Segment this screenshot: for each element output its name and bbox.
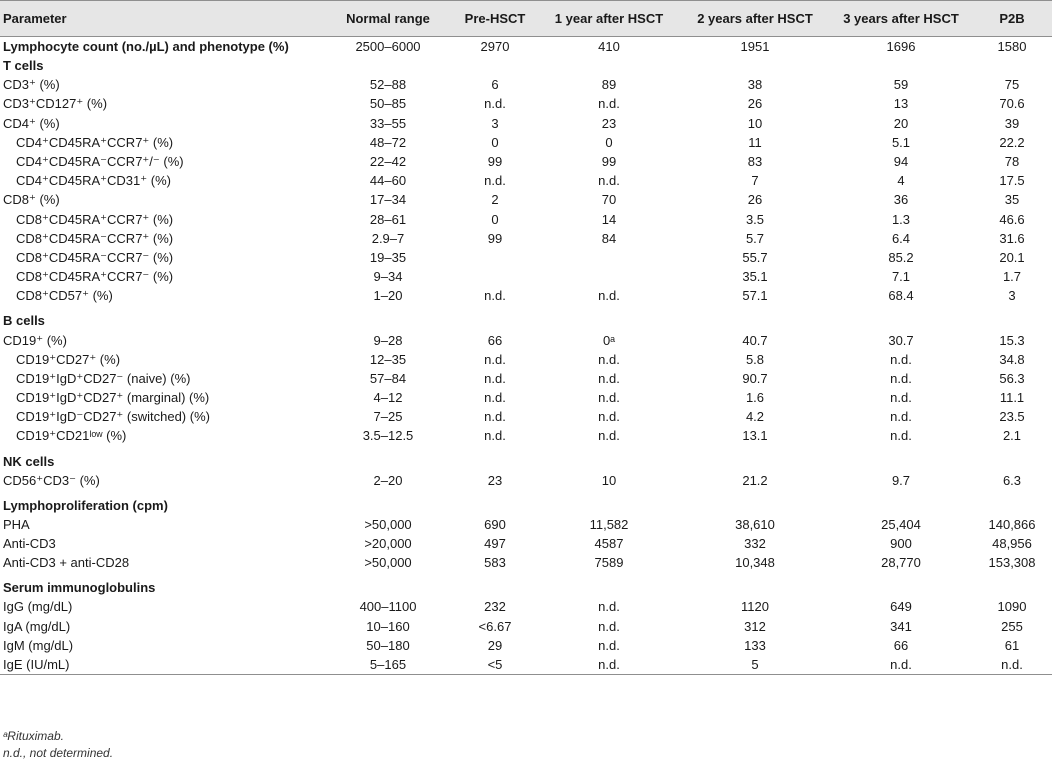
cell-p2b: 1.7 <box>1002 269 1022 285</box>
cell-2-years: 57.1 <box>742 288 768 304</box>
cell-normal-range: 44–60 <box>369 173 407 189</box>
cell-p2b: 39 <box>1004 115 1020 131</box>
cell-2-years: 10,348 <box>735 555 775 571</box>
cell-normal-range: 400–1100 <box>359 599 417 615</box>
section-heading-row <box>0 305 1052 330</box>
cell-1-year: 99 <box>601 154 617 170</box>
cell-p2b: 15.3 <box>999 332 1025 348</box>
table-row <box>0 369 1052 388</box>
header-parameter: Parameter <box>0 1 324 37</box>
cell-2-years: 5 <box>680 655 830 675</box>
cell-p2b: 48,956 <box>992 536 1032 552</box>
cell-pre-hsct: <6.67 <box>478 618 512 634</box>
table-row <box>0 515 1052 534</box>
cell-3-years: 6.4 <box>891 230 911 246</box>
cell-p2b: 1580 <box>997 39 1027 54</box>
cell-2-years: 3.5 <box>745 211 765 227</box>
cell-2-years: 26 <box>747 96 763 112</box>
cell-parameter: CD19⁺CD27⁺ (%) <box>16 351 121 367</box>
cell-1-year: n.d. <box>598 370 620 386</box>
header-1-year: 1 year after HSCT <box>538 1 680 37</box>
cell-pre-hsct: 6 <box>491 77 499 93</box>
table-row <box>0 597 1052 616</box>
cell-p2b: 61 <box>1004 637 1020 653</box>
cell-1-year: n.d. <box>598 96 620 112</box>
cell-pre-hsct: 2970 <box>480 39 510 54</box>
cell-pre-hsct: 66 <box>487 332 503 348</box>
cell-parameter: CD4⁺CD45RA⁻CCR7⁺/⁻ (%) <box>16 154 184 170</box>
cell-normal-range: 12–35 <box>369 351 407 367</box>
cell-parameter: CD4⁺ (%) <box>3 115 60 131</box>
cell-p2b: 31.6 <box>999 230 1025 246</box>
cell-1-year: 7589 <box>594 555 624 571</box>
cell-parameter: CD56⁺CD3⁻ (%) <box>3 472 100 488</box>
table-header-row <box>0 1 1052 37</box>
cell-2-years: 40.7 <box>742 332 768 348</box>
cell-pre-hsct: 232 <box>484 599 506 615</box>
cell-parameter: CD8⁺CD45RA⁺CCR7⁻ (%) <box>16 269 174 285</box>
cell-3-years: 25,404 <box>881 516 921 532</box>
footnote-rituximab: ᵃRituximab. <box>3 729 64 743</box>
table-row <box>0 171 1052 190</box>
table-row <box>0 286 1052 305</box>
cell-pre-hsct: 99 <box>487 230 503 246</box>
cell-parameter: IgM (mg/dL) <box>3 637 74 653</box>
cell-normal-range: 57–84 <box>369 370 407 386</box>
cell-1-year: n.d. <box>538 655 680 675</box>
cell-3-years: 20 <box>893 115 909 131</box>
section-heading-row <box>0 446 1052 471</box>
table-row <box>0 75 1052 94</box>
cell-2-years: 5.7 <box>745 230 765 246</box>
cell-1-year: 410 <box>598 39 620 54</box>
cell-p2b: 3 <box>1008 288 1016 304</box>
cell-normal-range: 3.5–12.5 <box>362 428 414 444</box>
cell-pre-hsct: 690 <box>484 516 506 532</box>
cell-1-year: n.d. <box>598 428 620 444</box>
cell-parameter: Anti-CD3 <box>3 536 56 552</box>
cell-parameter: CD19⁺ (%) <box>3 332 67 348</box>
cell-3-years: n.d. <box>890 351 912 367</box>
cell-parameter: CD3⁺ (%) <box>3 77 60 93</box>
table-row <box>0 248 1052 267</box>
section-heading: Serum immunoglobulins <box>3 580 156 596</box>
cell-3-years: 94 <box>893 154 909 170</box>
cell-1-year: 70 <box>601 192 617 208</box>
cell-pre-hsct: 3 <box>491 115 499 131</box>
cell-p2b: 11.1 <box>999 390 1025 406</box>
cell-pre-hsct: <5 <box>452 655 538 675</box>
cell-p2b: 255 <box>1001 618 1023 634</box>
cell-p2b: 46.6 <box>999 211 1025 227</box>
cell-1-year <box>538 267 680 286</box>
cell-normal-range: >20,000 <box>364 536 412 552</box>
cell-p2b: 140,866 <box>988 516 1036 532</box>
table-row <box>0 152 1052 171</box>
cell-p2b: 78 <box>1004 154 1020 170</box>
cell-p2b: 1090 <box>997 599 1027 615</box>
cell-2-years: 10 <box>747 115 763 131</box>
cell-2-years: 55.7 <box>742 249 768 265</box>
cell-normal-range: >50,000 <box>364 555 412 571</box>
cell-2-years: 83 <box>747 154 763 170</box>
table-row <box>0 655 1052 675</box>
cell-1-year: 23 <box>601 115 617 131</box>
cell-pre-hsct: 2 <box>491 192 499 208</box>
cell-pre-hsct: 497 <box>484 536 506 552</box>
table-row <box>0 388 1052 407</box>
table-row <box>0 37 1052 57</box>
cell-2-years: 13.1 <box>742 428 768 444</box>
cell-pre-hsct: 0 <box>491 211 499 227</box>
cell-2-years: 4.2 <box>745 409 765 425</box>
cell-3-years: 30.7 <box>888 332 914 348</box>
cell-3-years: 13 <box>893 96 909 112</box>
footnote-nd: n.d., not determined. <box>3 746 114 760</box>
cell-normal-range: 10–160 <box>366 618 410 634</box>
cell-3-years: n.d. <box>890 428 912 444</box>
cell-2-years: 11 <box>748 134 762 150</box>
cell-parameter: PHA <box>3 516 30 532</box>
header-2-years: 2 years after HSCT <box>680 1 830 37</box>
section-heading-row <box>0 56 1052 75</box>
table-row <box>0 617 1052 636</box>
cell-p2b: 35 <box>1004 192 1020 208</box>
cell-3-years: 1696 <box>886 39 916 54</box>
cell-p2b: 75 <box>1004 77 1020 93</box>
cell-p2b: 70.6 <box>999 96 1025 112</box>
cell-2-years: 26 <box>747 192 763 208</box>
cell-pre-hsct: n.d. <box>484 351 506 367</box>
cell-normal-range: 17–34 <box>369 192 407 208</box>
table-row <box>0 267 1052 286</box>
cell-parameter: CD19⁺IgD⁺CD27⁻ (naive) (%) <box>16 370 191 386</box>
cell-pre-hsct: n.d. <box>484 96 506 112</box>
cell-p2b: 22.2 <box>999 134 1025 150</box>
section-heading: B cells <box>3 313 45 329</box>
section-heading-row <box>0 572 1052 597</box>
cell-3-years: 4 <box>897 173 905 189</box>
cell-p2b: 153,308 <box>988 555 1036 571</box>
cell-pre-hsct: 583 <box>484 555 506 571</box>
cell-pre-hsct: n.d. <box>484 409 506 425</box>
cell-2-years: 7 <box>751 173 759 189</box>
cell-parameter: CD3⁺CD127⁺ (%) <box>3 96 108 112</box>
cell-normal-range: 5–165 <box>324 655 452 675</box>
cell-pre-hsct <box>452 267 538 286</box>
cell-parameter: CD8⁺CD45RA⁻CCR7⁺ (%) <box>16 230 174 246</box>
cell-3-years: n.d. <box>890 370 912 386</box>
table-row <box>0 407 1052 426</box>
cell-2-years: 21.2 <box>742 472 768 488</box>
section-heading: Lymphoproliferation (cpm) <box>3 497 168 513</box>
cell-2-years: 90.7 <box>742 370 768 386</box>
table-row <box>0 330 1052 349</box>
cell-1-year: n.d. <box>598 351 620 367</box>
cell-1-year: 4587 <box>594 536 624 552</box>
cell-3-years: 68.4 <box>888 288 914 304</box>
cell-pre-hsct <box>452 248 538 267</box>
cell-3-years: n.d. <box>890 409 912 425</box>
header-normal-range: Normal range <box>324 1 452 37</box>
cell-pre-hsct: 0 <box>491 134 499 150</box>
table-row <box>0 229 1052 248</box>
cell-parameter: CD19⁺IgD⁻CD27⁺ (switched) (%) <box>16 409 210 425</box>
cell-parameter: CD8⁺ (%) <box>3 192 60 208</box>
cell-pre-hsct: n.d. <box>484 390 506 406</box>
cell-normal-range: 52–88 <box>369 77 407 93</box>
cell-normal-range: >50,000 <box>364 516 412 532</box>
cell-1-year: 10 <box>601 472 617 488</box>
cell-3-years: 649 <box>890 599 912 615</box>
cell-normal-range: 2500–6000 <box>355 39 421 54</box>
cell-normal-range: 4–12 <box>373 390 403 406</box>
cell-parameter: CD8⁺CD57⁺ (%) <box>16 288 113 304</box>
cell-1-year: 89 <box>601 77 617 93</box>
cell-normal-range: 50–85 <box>369 96 407 112</box>
cell-1-year: n.d. <box>598 599 620 615</box>
table-row <box>0 210 1052 229</box>
cell-1-year: n.d. <box>598 637 620 653</box>
cell-parameter: CD8⁺CD45RA⁻CCR7⁻ (%) <box>16 249 174 265</box>
cell-parameter: CD8⁺CD45RA⁺CCR7⁺ (%) <box>16 211 174 227</box>
cell-p2b: 17.5 <box>999 173 1025 189</box>
cell-parameter: CD4⁺CD45RA⁺CCR7⁺ (%) <box>16 134 174 150</box>
cell-normal-range: 1–20 <box>373 288 403 304</box>
cell-2-years: 5.8 <box>745 351 765 367</box>
cell-normal-range: 33–55 <box>369 115 407 131</box>
cell-3-years: 341 <box>890 618 912 634</box>
cell-p2b: n.d. <box>972 655 1052 675</box>
cell-3-years: n.d. <box>890 390 912 406</box>
cell-2-years: 312 <box>744 618 766 634</box>
cell-1-year: n.d. <box>598 288 620 304</box>
table-row <box>0 426 1052 445</box>
cell-parameter: IgE (IU/mL) <box>0 655 324 675</box>
cell-1-year: n.d. <box>598 409 620 425</box>
table-row <box>0 133 1052 152</box>
cell-p2b: 34.8 <box>999 351 1025 367</box>
cell-pre-hsct: n.d. <box>484 173 506 189</box>
cell-3-years: 9.7 <box>891 472 911 488</box>
table-row <box>0 94 1052 113</box>
cell-pre-hsct: n.d. <box>484 370 506 386</box>
cell-p2b: 20.1 <box>999 249 1025 265</box>
cell-parameter: CD4⁺CD45RA⁺CD31⁺ (%) <box>16 173 171 189</box>
cell-p2b: 23.5 <box>999 409 1025 425</box>
table-row <box>0 553 1052 572</box>
cell-pre-hsct: 99 <box>487 154 503 170</box>
cell-2-years: 133 <box>744 637 766 653</box>
cell-3-years: 1.3 <box>891 211 911 227</box>
cell-3-years: 59 <box>893 77 909 93</box>
cell-1-year: 84 <box>601 230 617 246</box>
cell-1-year: 0 <box>605 134 613 150</box>
cell-1-year: 14 <box>601 211 617 227</box>
cell-p2b: 56.3 <box>999 370 1025 386</box>
cell-2-years: 35.1 <box>742 269 768 285</box>
cell-1-year: 0ᵃ <box>602 332 616 348</box>
cell-parameter: Anti-CD3 + anti-CD28 <box>3 555 130 571</box>
cell-normal-range: 19–35 <box>369 249 407 265</box>
cell-parameter: IgA (mg/dL) <box>3 618 71 634</box>
section-heading-row <box>0 490 1052 515</box>
cell-parameter: Lymphocyte count (no./µL) and phenotype (%) <box>3 39 289 54</box>
section-heading: NK cells <box>3 453 55 469</box>
section-heading: T cells <box>3 58 44 74</box>
cell-3-years: 28,770 <box>881 555 921 571</box>
cell-2-years: 1.6 <box>745 390 765 406</box>
cell-normal-range: 48–72 <box>369 134 407 150</box>
cell-normal-range: 7–25 <box>373 409 403 425</box>
table-row <box>0 190 1052 209</box>
cell-3-years: 7.1 <box>891 269 911 285</box>
cell-3-years: 5.1 <box>891 134 911 150</box>
cell-normal-range: 22–42 <box>369 154 407 170</box>
table-row <box>0 534 1052 553</box>
cell-pre-hsct: n.d. <box>484 288 506 304</box>
cell-pre-hsct: 29 <box>487 637 503 653</box>
cell-3-years: 66 <box>893 637 909 653</box>
cell-3-years: 900 <box>890 536 912 552</box>
cell-normal-range: 50–180 <box>366 637 410 653</box>
table-row <box>0 636 1052 655</box>
cell-2-years: 1120 <box>741 599 769 615</box>
table-row <box>0 114 1052 133</box>
cell-2-years: 38,610 <box>735 516 775 532</box>
cell-1-year: n.d. <box>598 618 620 634</box>
table-row <box>0 350 1052 369</box>
cell-parameter: CD19⁺CD21ˡᵒʷ (%) <box>16 428 127 444</box>
cell-normal-range: 28–61 <box>369 211 407 227</box>
cell-2-years: 1951 <box>740 39 770 54</box>
cell-parameter: CD19⁺IgD⁺CD27⁺ (marginal) (%) <box>16 390 210 406</box>
cell-1-year <box>538 248 680 267</box>
table-row <box>0 471 1052 490</box>
cell-3-years: 36 <box>893 192 909 208</box>
cell-3-years: n.d. <box>830 655 972 675</box>
cell-normal-range: 2–20 <box>373 472 403 488</box>
cell-normal-range: 2.9–7 <box>371 230 405 246</box>
cell-2-years: 38 <box>747 77 763 93</box>
header-3-years: 3 years after HSCT <box>830 1 972 37</box>
cell-1-year: n.d. <box>598 173 620 189</box>
header-pre-hsct: Pre-HSCT <box>452 1 538 37</box>
cell-normal-range: 9–28 <box>373 332 403 348</box>
cell-1-year: 11,582 <box>589 516 629 532</box>
cell-parameter: IgG (mg/dL) <box>3 599 73 615</box>
header-p2b: P2B <box>972 1 1052 37</box>
cell-p2b: 2.1 <box>1002 428 1022 444</box>
cell-3-years: 85.2 <box>888 249 914 265</box>
cell-pre-hsct: 23 <box>487 472 503 488</box>
cell-normal-range: 9–34 <box>373 269 403 285</box>
cell-2-years: 332 <box>744 536 766 552</box>
table-body <box>0 37 1052 675</box>
cell-1-year: n.d. <box>598 390 620 406</box>
cell-p2b: 6.3 <box>1002 472 1022 488</box>
cell-pre-hsct: n.d. <box>484 428 506 444</box>
